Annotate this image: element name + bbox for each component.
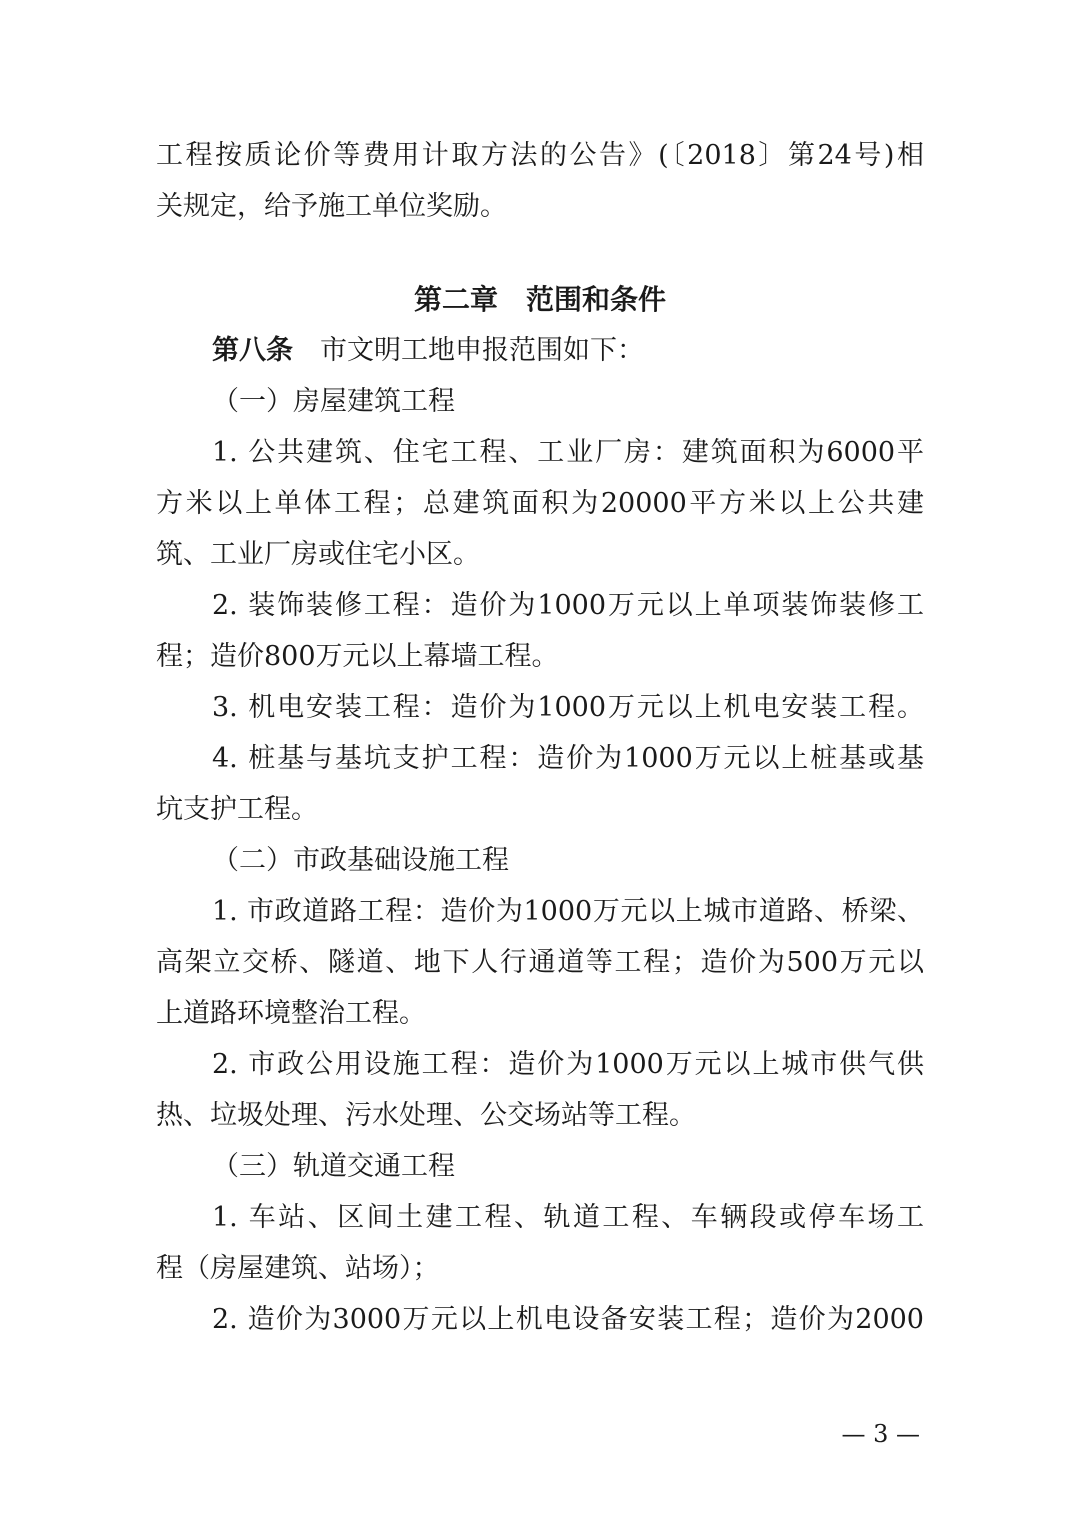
s3-item1-line1: 1. 车站、区间土建工程、轨道工程、车辆段或停车场工 — [212, 1202, 924, 1233]
s2-item1-line1: 1. 市政道路工程：造价为1000万元以上城市道路、桥梁、 — [212, 896, 924, 927]
section-3-heading: （三）轨道交通工程 — [212, 1151, 455, 1182]
section-2-heading: （二）市政基础设施工程 — [212, 845, 509, 876]
s1-item2-line2: 程；造价800万元以上幕墙工程。 — [156, 641, 559, 672]
s2-item2-line2: 热、垃圾处理、污水处理、公交场站等工程。 — [156, 1100, 696, 1131]
s2-item1-line2: 高架立交桥、隧道、地下人行通道等工程；造价为500万元以 — [156, 947, 924, 978]
s1-item4-line1: 4. 桩基与基坑支护工程：造价为1000万元以上桩基或基 — [212, 743, 924, 774]
s1-item1-line3: 筑、工业厂房或住宅小区。 — [156, 539, 480, 570]
s1-item2-line1: 2. 装饰装修工程：造价为1000万元以上单项装饰装修工 — [212, 590, 924, 621]
section-1-heading: （一）房屋建筑工程 — [212, 386, 455, 417]
chapter-title: 第二章 范围和条件 — [413, 283, 666, 316]
s1-item1-line1: 1. 公共建筑、住宅工程、工业厂房：建筑面积为6000平 — [212, 437, 924, 468]
article-8-label: 第八条 — [212, 335, 293, 366]
article-8-text: 市文明工地申报范围如下： — [293, 335, 644, 366]
intro-line-1: 工程按质论价等费用计取方法的公告》(〔2018〕第24号)相 — [156, 140, 924, 171]
s2-item1-line3: 上道路环境整治工程。 — [156, 998, 426, 1029]
s1-item4-line2: 坑支护工程。 — [156, 794, 318, 825]
section-gap — [156, 232, 924, 274]
s2-item2-line1: 2. 市政公用设施工程：造价为1000万元以上城市供气供 — [212, 1049, 924, 1080]
s1-item1-line2: 方米以上单体工程；总建筑面积为20000平方米以上公共建 — [156, 488, 924, 519]
s3-item2-line1: 2. 造价为3000万元以上机电设备安装工程；造价为2000 — [212, 1304, 924, 1335]
document-body — [156, 130, 924, 1345]
s1-item3-line1: 3. 机电安装工程：造价为1000万元以上机电安装工程。 — [212, 692, 924, 723]
page-number: — 3 — — [841, 1420, 920, 1448]
article-8 — [156, 325, 924, 376]
intro-line-2: 关规定，给予施工单位奖励。 — [156, 191, 507, 222]
s3-item1-line2: 程（房屋建筑、站场）； — [156, 1253, 440, 1284]
